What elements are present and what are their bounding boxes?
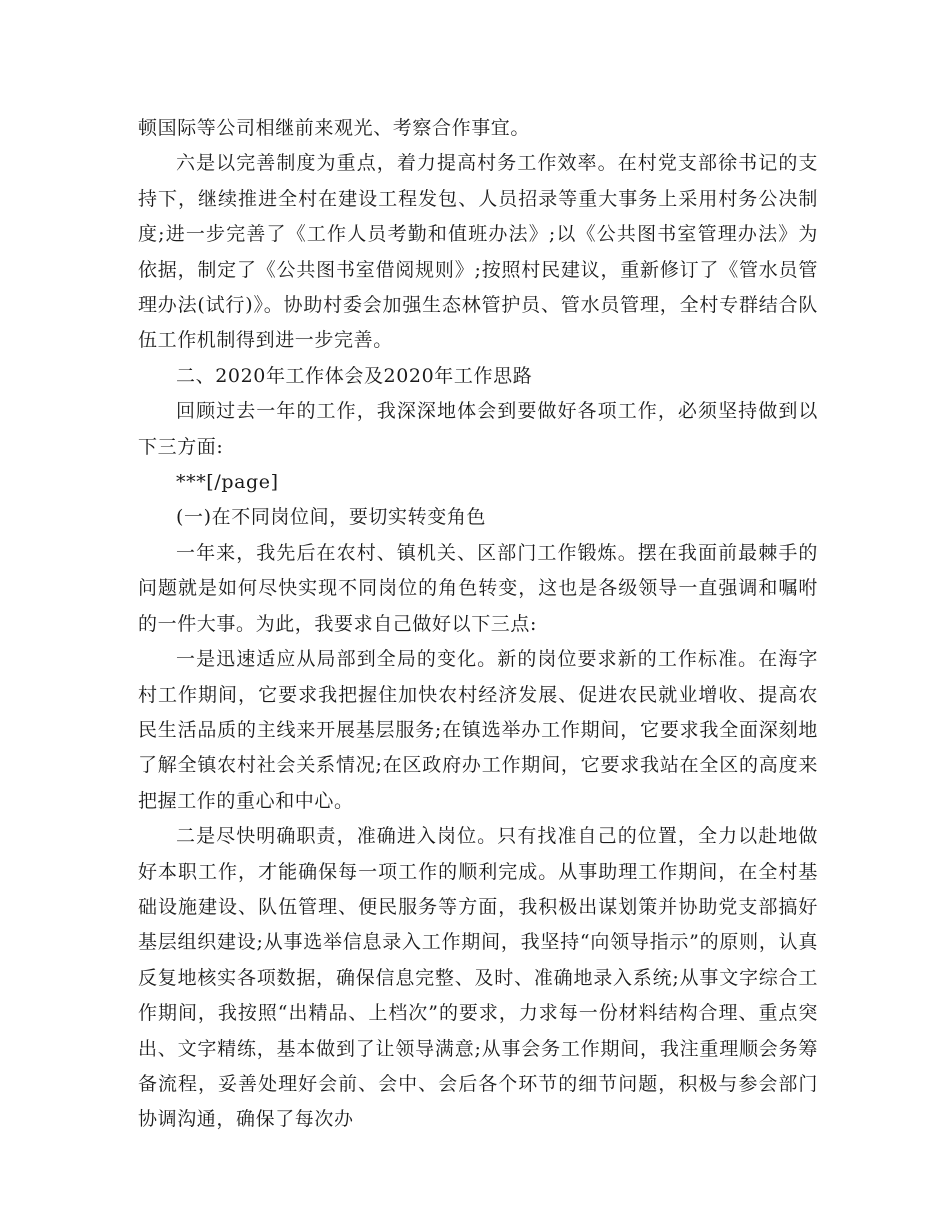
paragraph-point-one: 一是迅速适应从局部到全局的变化。新的岗位要求新的工作标准。在海字村工作期间，它要求我把握住加快农村经济发展、促进农民就业增收、提高农民生活品质的主线来开展基层服务;在镇选举办工作期间，它要求我全面深刻地了解全镇农村社会关系情况;在区政府办工作期间，它要求我站在全区的高度来把握工作的重心和中心。	[138, 648, 818, 812]
paragraph-continuation: 顿国际等公司相继前来观光、考察合作事宜。	[138, 117, 531, 139]
page-marker: ***[/page]	[176, 471, 279, 494]
section-heading: 二、2020年工作体会及2020年工作思路	[176, 364, 533, 387]
paragraph-review: 回顾过去一年的工作，我深深地体会到要做好各项工作，必须坚持做到以下三方面:	[138, 400, 818, 458]
subsection-heading: (一)在不同岗位间，要切实转变角色	[176, 506, 487, 529]
paragraph-six: 六是以完善制度为重点，着力提高村务工作效率。在村党支部徐书记的支持下，继续推进全村在建设工程发包、人员招录等重大事务上采用村务公决制度;进一步完善了《工作人员考勤和值班办法》;以《公共图书室管理办法》为依据，制定了《公共图书室借阅规则》;按照村民建议，重新修订了《管水员管理办法(试行)》。协助村委会加强生态林管护员、管水员管理，全村专群结合队伍工作机制得到进一步完善。	[138, 152, 818, 352]
document-body	[138, 111, 818, 1138]
paragraph-point-two: 二是尽快明确职责，准确进入岗位。只有找准自己的位置，全力以赴地做好本职工作，才能确保每一项工作的顺利完成。从事助理工作期间，在全村基础设施建设、队伍管理、便民服务等方面，我积极出谋划策并协助党支部搞好基层组织建设;从事选举信息录入工作期间，我坚持“向领导指示”的原则，认真反复地核实各项数据，确保信息完整、及时、准确地录入系统;从事文字综合工作期间，我按照“出精品、上档次”的要求，力求每一份材料结构合理、重点突出、文字精练，基本做到了让领导满意;从事会务工作期间，我注重理顺会务筹备流程，妥善处理好会前、会中、会后各个环节的细节问题，积极与参会部门协调沟通，确保了每次办	[138, 825, 818, 1131]
paragraph-intro: 一年来，我先后在农村、镇机关、区部门工作锻炼。摆在我面前最棘手的问题就是如何尽快实现不同岗位的角色转变，这也是各级领导一直强调和嘱咐的一件大事。为此，我要求自己做好以下三点:	[138, 541, 818, 635]
